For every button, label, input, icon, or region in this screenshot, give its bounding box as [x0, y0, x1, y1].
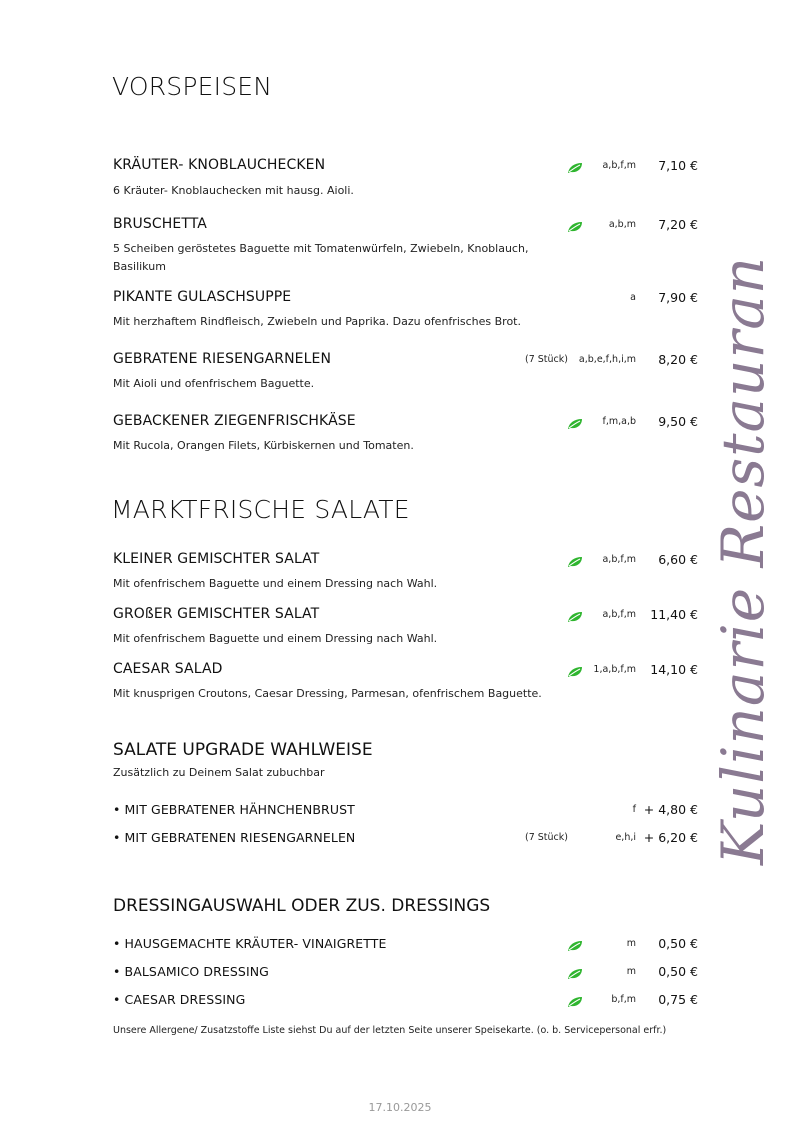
item-description: Mit ofenfrischem Baguette und einem Dressing nach Wahl. [113, 577, 438, 590]
item-allergens: a,b,m [608, 219, 636, 230]
item-description: Mit knusprigen Croutons, Caesar Dressing, Parmesan, ofenfrischem Baguette. [113, 687, 542, 700]
menu-item [113, 157, 703, 177]
menu-item [113, 551, 703, 571]
vegetarian-leaf-icon [567, 937, 583, 956]
item-description: Mit ofenfrischem Baguette und einem Dressing nach Wahl. [113, 632, 438, 645]
item-description: 6 Kräuter- Knoblauchecken mit hausg. Aioli. [113, 184, 354, 197]
item-name: • BALSAMICO DRESSING [113, 964, 269, 979]
section-title-dressings: DRESSINGAUSWAHL ODER ZUS. DRESSINGS [113, 896, 491, 916]
logo-text: Kulinarie Restaurant [709, 255, 777, 865]
item-price: + 4,80 € [643, 802, 698, 817]
vegetarian-leaf-icon [567, 415, 583, 434]
dressing-item [113, 963, 703, 983]
item-name: GEBRATENE RIESENGARNELEN [113, 351, 332, 367]
item-price: 11,40 € [650, 607, 698, 622]
menu-item [113, 413, 703, 433]
upgrade-item [113, 829, 703, 849]
menu-item [113, 661, 703, 681]
item-allergens: b,f,m [611, 994, 636, 1005]
item-allergens: a,b,f,m [602, 554, 636, 565]
vegetarian-leaf-icon [567, 965, 583, 984]
vegetarian-leaf-icon [567, 993, 583, 1012]
section-title-starters: VORSPEISEN [112, 72, 273, 101]
vegetarian-leaf-icon [567, 159, 583, 178]
item-allergens: a,b,e,f,h,i,m [578, 354, 636, 365]
item-price: 7,90 € [658, 290, 698, 305]
item-price: 8,20 € [658, 352, 698, 367]
item-description: Mit herzhaftem Rindfleisch, Zwiebeln und Paprika. Dazu ofenfrisches Brot. [113, 315, 521, 328]
item-name: • CAESAR DRESSING [113, 992, 246, 1007]
item-description: Mit Aioli und ofenfrischem Baguette. [113, 377, 315, 390]
item-allergens: m [626, 966, 636, 977]
dressing-item [113, 991, 703, 1011]
vegetarian-leaf-icon [567, 218, 583, 237]
vegetarian-leaf-icon [567, 553, 583, 572]
item-name: • HAUSGEMACHTE KRÄUTER- VINAIGRETTE [113, 936, 387, 951]
section-title-salads: MARKTFRISCHE SALATE [111, 495, 410, 524]
item-allergens: a,b,f,m [602, 160, 636, 171]
item-price: 6,60 € [658, 552, 698, 567]
item-name: • MIT GEBRATENEN RIESENGARNELEN [113, 830, 356, 845]
item-description: Mit Rucola, Orangen Filets, Kürbiskernen und Tomaten. [113, 439, 414, 452]
item-allergens: f [632, 804, 636, 815]
item-description: 5 Scheiben geröstetes Baguette mit Tomatenwürfeln, Zwiebeln, Knoblauch, [113, 242, 529, 255]
item-price: + 6,20 € [643, 830, 698, 845]
item-price: 7,20 € [658, 217, 698, 232]
item-allergens: a,b,f,m [602, 609, 636, 620]
item-name: GROßER GEMISCHTER SALAT [113, 606, 320, 622]
item-name: • MIT GEBRATENER HÄHNCHENBRUST [113, 802, 355, 817]
item-allergens: 1,a,b,f,m [593, 664, 636, 675]
item-allergens: e,h,i [615, 832, 636, 843]
item-price: 0,75 € [658, 992, 698, 1007]
item-allergens: m [626, 938, 636, 949]
item-allergens: a [630, 292, 636, 303]
allergen-note: Unsere Allergene/ Zusatzstoffe Liste siehst Du auf der letzten Seite unserer Speisekarte. (o. b. Servicepersonal erfr.) [113, 1025, 667, 1036]
item-quantity: (7 Stück) [525, 354, 568, 365]
menu-item [113, 289, 703, 309]
item-name: CAESAR SALAD [113, 661, 223, 677]
item-name: PIKANTE GULASCHSUPPE [113, 289, 292, 305]
section-subtitle-upgrades: Zusätzlich zu Deinem Salat zubuchbar [113, 766, 325, 779]
footer-date: 17.10.2025 [368, 1101, 432, 1114]
menu-item [113, 216, 703, 236]
vegetarian-leaf-icon [567, 663, 583, 682]
menu-item [113, 606, 703, 626]
upgrade-item [113, 801, 703, 821]
dressing-item [113, 935, 703, 955]
item-price: 7,10 € [658, 158, 698, 173]
restaurant-logo [705, 255, 795, 875]
item-name: KLEINER GEMISCHTER SALAT [113, 551, 320, 567]
item-name: KRÄUTER- KNOBLAUCHECKEN [113, 157, 326, 173]
menu-item [113, 351, 703, 371]
item-price: 9,50 € [658, 414, 698, 429]
item-allergens: f,m,a,b [602, 416, 636, 427]
item-description-cont: Basilikum [113, 260, 166, 273]
item-price: 0,50 € [658, 964, 698, 979]
item-price: 14,10 € [650, 662, 698, 677]
item-name: GEBACKENER ZIEGENFRISCHKÄSE [113, 413, 356, 429]
item-quantity: (7 Stück) [525, 832, 568, 843]
item-name: BRUSCHETTA [113, 216, 207, 232]
item-price: 0,50 € [658, 936, 698, 951]
section-title-upgrades: SALATE UPGRADE WAHLWEISE [113, 740, 373, 760]
vegetarian-leaf-icon [567, 608, 583, 627]
